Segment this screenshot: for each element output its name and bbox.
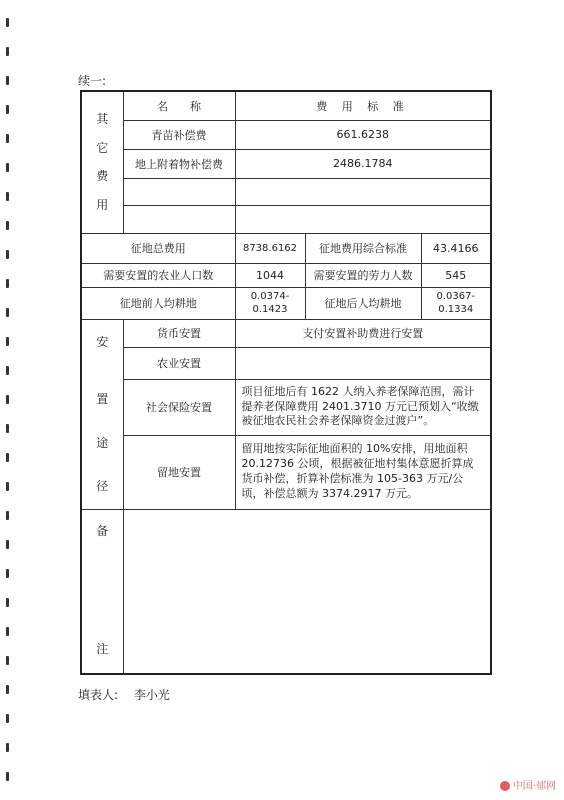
total-cost-value: 8738.6162 [235, 233, 305, 263]
binding-hole [6, 47, 9, 56]
binding-hole [6, 18, 9, 27]
binding-holes [4, 0, 16, 800]
binding-hole [6, 76, 9, 85]
binding-hole [6, 685, 9, 694]
fee-item-name-empty [123, 205, 235, 233]
binding-hole [6, 221, 9, 230]
fee-item-name-empty [123, 178, 235, 205]
binding-hole [6, 772, 9, 781]
binding-hole [6, 134, 9, 143]
binding-hole [6, 540, 9, 549]
after-farmland-value: 0.0367-0.1334 [421, 287, 491, 319]
header-standard: 费 用 标 准 [235, 91, 491, 120]
fee-item-value: 661.6238 [235, 120, 491, 149]
binding-hole [6, 656, 9, 665]
binding-hole [6, 395, 9, 404]
binding-hole [6, 569, 9, 578]
binding-hole [6, 366, 9, 375]
resettlement-detail: 支付安置补助费进行安置 [235, 319, 491, 347]
binding-hole [6, 627, 9, 636]
binding-hole [6, 250, 9, 259]
binding-hole [6, 453, 9, 462]
before-farmland-value: 0.0374-0.1423 [235, 287, 305, 319]
binding-hole [6, 424, 9, 433]
binding-hole [6, 598, 9, 607]
total-cost-label: 征地总费用 [81, 233, 235, 263]
binding-hole [6, 743, 9, 752]
resettlement-detail: 留用地按实际征地面积的 10%安排，用地面积 20.12736 公顷，根据被征地村集体意愿折算成货币补偿，折算补偿标准为 105-363 万元/公顷，补偿总额为 3374.2917 万元。 [235, 435, 491, 509]
resettlement-detail: 项目征地后有 1622 人纳入养老保障范围，需计提养老保障费用 2401.3710 万元已预划入“收缴被征地农民社会养老保障资金过渡户”。 [235, 379, 491, 435]
agri-pop-label: 需要安置的农业人口数 [81, 263, 235, 287]
filler-line [78, 686, 170, 703]
expropriation-fee-table [80, 90, 492, 675]
standard-value: 43.4166 [421, 233, 491, 263]
watermark-logo: 中国·郁网 [500, 777, 556, 792]
remarks-content [123, 509, 491, 674]
binding-hole [6, 163, 9, 172]
other-fees-section-label: 其 它 费 用 [81, 91, 123, 233]
resettlement-type: 货币安置 [123, 319, 235, 347]
binding-hole [6, 279, 9, 288]
binding-hole [6, 511, 9, 520]
continuation-label: 续一: [78, 74, 107, 88]
resettlement-section-label: 安 置 途 径 [81, 319, 123, 509]
remarks-label: 备 注 [81, 509, 123, 674]
resettlement-type: 留地安置 [123, 435, 235, 509]
resettlement-type: 社会保险安置 [123, 379, 235, 435]
after-farmland-label: 征地后人均耕地 [305, 287, 421, 319]
fee-item-name: 地上附着物补偿费 [123, 149, 235, 178]
watermark-icon [500, 781, 510, 791]
standard-label: 征地费用综合标准 [305, 233, 421, 263]
binding-hole [6, 105, 9, 114]
labor-value: 545 [421, 263, 491, 287]
filler-name: 李小光 [133, 688, 170, 702]
filler-label: 填表人: [78, 688, 119, 702]
binding-hole [6, 337, 9, 346]
binding-hole [6, 308, 9, 317]
binding-hole [6, 192, 9, 201]
before-farmland-label: 征地前人均耕地 [81, 287, 235, 319]
resettlement-detail [235, 347, 491, 379]
labor-label: 需要安置的劳力人数 [305, 263, 421, 287]
fee-item-value-empty [235, 178, 491, 205]
fee-item-name: 青苗补偿费 [123, 120, 235, 149]
binding-hole [6, 482, 9, 491]
fee-item-value: 2486.1784 [235, 149, 491, 178]
binding-hole [6, 714, 9, 723]
resettlement-type: 农业安置 [123, 347, 235, 379]
agri-pop-value: 1044 [235, 263, 305, 287]
header-name: 名 称 [123, 91, 235, 120]
fee-item-value-empty [235, 205, 491, 233]
